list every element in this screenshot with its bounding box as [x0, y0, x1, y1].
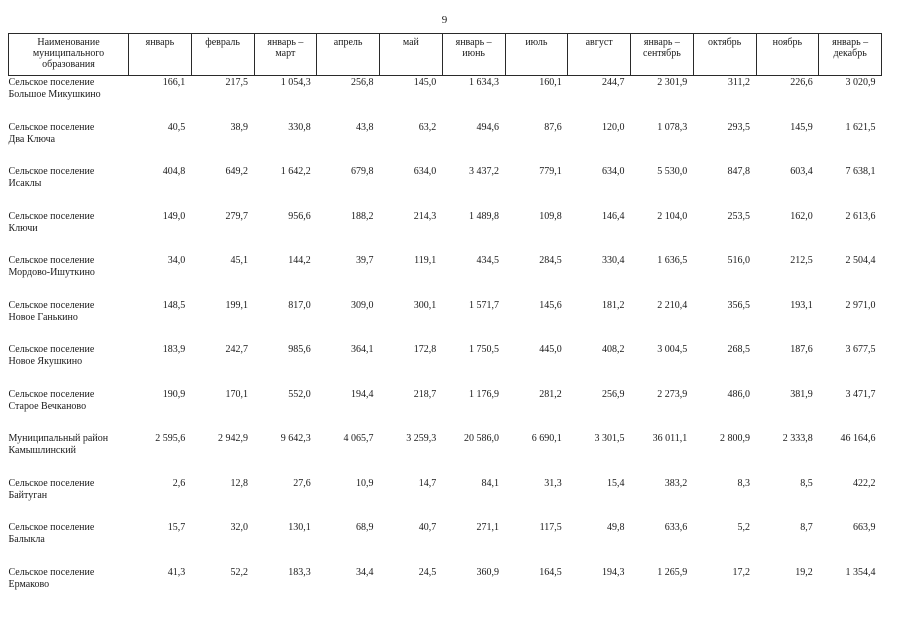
column-header: январь – март	[254, 34, 317, 76]
value-cell: 15,4	[607, 477, 625, 489]
value-cell: 256,8	[351, 77, 374, 88]
value-cell: 5 530,0	[657, 166, 688, 177]
value-cell: 383,2	[664, 477, 688, 489]
value-cell: 194,3	[602, 566, 625, 578]
value-cell: 634,0	[413, 166, 437, 177]
value-cell: 309,0	[351, 299, 374, 311]
value-cell: 27,6	[293, 477, 311, 489]
value-cell: 434,5	[476, 255, 499, 266]
value-cell: 300,1	[413, 299, 437, 311]
value-cell: 217,5	[225, 77, 248, 88]
value-cell: 226,6	[790, 77, 813, 88]
value-cell: 183,9	[162, 344, 186, 355]
municipality-name-cell: Сельское поселение Ключи	[8, 210, 95, 234]
value-cell: 32,0	[230, 522, 248, 533]
municipality-name-cell: Сельское поселение Мордово-Ишуткино	[8, 255, 95, 278]
municipality-name-cell: Сельское поселение Ермаково	[8, 566, 95, 590]
value-cell: 2 210,4	[657, 299, 688, 311]
municipality-name-cell: Сельское поселение Байтуган	[8, 477, 95, 501]
value-cell: 63,2	[418, 121, 437, 133]
column-header: август	[568, 34, 631, 76]
value-cell: 2 800,9	[720, 433, 750, 444]
value-cell: 8,7	[800, 522, 813, 533]
value-cell: 34,4	[356, 566, 374, 578]
value-cell: 160,1	[539, 77, 562, 88]
value-cell: 1 054,3	[280, 77, 311, 88]
value-cell: 170,1	[225, 388, 248, 400]
municipality-name-cell: Сельское поселение Большое Микушкино	[8, 77, 101, 100]
value-cell: 34,0	[167, 255, 186, 266]
column-header-name: Наименование муниципального образования	[9, 34, 129, 76]
value-cell: 149,0	[162, 210, 186, 222]
value-cell: 145,6	[539, 299, 562, 311]
value-cell: 3 471,7	[845, 388, 876, 400]
value-cell: 164,5	[539, 566, 562, 578]
value-cell: 144,2	[288, 255, 311, 266]
value-cell: 408,2	[602, 344, 625, 355]
value-cell: 187,6	[790, 344, 813, 355]
value-cell: 148,5	[162, 299, 186, 311]
value-cell: 2 104,0	[657, 210, 688, 222]
table-row	[9, 521, 882, 566]
value-cell: 649,2	[225, 166, 248, 177]
value-cell: 279,7	[225, 210, 248, 222]
value-cell: 847,8	[727, 166, 750, 177]
value-cell: 603,4	[790, 166, 813, 177]
value-cell: 2 301,9	[657, 77, 688, 88]
value-cell: 12,8	[230, 477, 248, 489]
table-row	[9, 432, 882, 477]
column-header: февраль	[191, 34, 254, 76]
value-cell: 109,8	[539, 210, 562, 222]
value-cell: 40,7	[418, 522, 437, 533]
value-cell: 2 971,0	[845, 299, 876, 311]
value-cell: 1 634,3	[469, 77, 499, 88]
value-cell: 3 020,9	[845, 77, 876, 88]
value-cell: 634,0	[602, 166, 625, 177]
municipality-name-cell: Сельское поселение Два Ключа	[8, 121, 95, 145]
column-header: ноябрь	[756, 34, 819, 76]
value-cell: 87,6	[544, 121, 562, 133]
value-cell: 119,1	[414, 255, 437, 266]
value-cell: 293,5	[727, 121, 750, 133]
value-cell: 145,9	[790, 121, 813, 133]
value-cell: 422,2	[853, 477, 876, 489]
municipality-name-cell: Сельское поселение Новое Ганькино	[8, 299, 95, 323]
value-cell: 1 571,7	[469, 299, 499, 311]
value-cell: 242,7	[225, 344, 248, 355]
page-number: 9	[441, 14, 448, 26]
value-cell: 3 004,5	[657, 344, 688, 355]
table-row	[9, 121, 882, 166]
table-body	[9, 76, 882, 611]
value-cell: 19,2	[795, 566, 813, 578]
value-cell: 1 750,5	[469, 344, 499, 355]
value-cell: 253,5	[727, 210, 750, 222]
value-cell: 120,0	[602, 121, 625, 133]
value-cell: 194,4	[351, 388, 374, 400]
value-cell: 779,1	[539, 166, 562, 177]
municipality-name-cell: Сельское поселение Новое Якушкино	[8, 344, 95, 367]
value-cell: 2 942,9	[218, 433, 248, 444]
value-cell: 38,9	[230, 121, 248, 133]
value-cell: 183,3	[288, 566, 311, 578]
column-header: январь – июнь	[442, 34, 505, 76]
value-cell: 1 642,2	[280, 166, 311, 177]
value-cell: 10,9	[356, 477, 374, 489]
value-cell: 52,2	[230, 566, 248, 578]
value-cell: 14,7	[418, 477, 437, 489]
value-cell: 172,8	[413, 344, 437, 355]
value-cell: 199,1	[225, 299, 248, 311]
value-cell: 494,6	[476, 121, 499, 133]
value-cell: 284,5	[539, 255, 562, 266]
table-row	[9, 388, 882, 433]
value-cell: 5,2	[737, 522, 750, 533]
value-cell: 181,2	[602, 299, 625, 311]
value-cell: 146,4	[602, 210, 625, 222]
value-cell: 817,0	[288, 299, 311, 311]
value-cell: 663,9	[853, 522, 876, 533]
value-cell: 356,5	[727, 299, 750, 311]
value-cell: 49,8	[607, 522, 625, 533]
column-header: январь – декабрь	[819, 34, 882, 76]
table-row	[9, 343, 882, 388]
table-row	[9, 254, 882, 299]
municipality-name-cell: Сельское поселение Исаклы	[8, 166, 95, 189]
value-cell: 162,0	[790, 210, 813, 222]
value-cell: 1 621,5	[845, 121, 876, 133]
value-cell: 256,9	[602, 388, 625, 400]
value-cell: 218,7	[413, 388, 437, 400]
value-cell: 31,3	[544, 477, 562, 489]
value-cell: 3 437,2	[469, 166, 499, 177]
value-cell: 1 636,5	[657, 255, 688, 266]
value-cell: 8,5	[800, 477, 813, 489]
value-cell: 360,9	[476, 566, 499, 578]
value-cell: 516,0	[727, 255, 750, 266]
value-cell: 15,7	[167, 522, 186, 533]
value-cell: 145,0	[413, 77, 437, 88]
table-header	[9, 34, 882, 76]
value-cell: 311,2	[727, 77, 750, 88]
value-cell: 43,8	[356, 121, 374, 133]
value-cell: 1 176,9	[469, 388, 499, 400]
value-cell: 212,5	[790, 255, 813, 266]
value-cell: 486,0	[727, 388, 750, 400]
table-row	[9, 299, 882, 344]
value-cell: 39,7	[356, 255, 374, 266]
value-cell: 268,5	[727, 344, 750, 355]
value-cell: 84,1	[481, 477, 499, 489]
value-cell: 1 078,3	[657, 121, 688, 133]
value-cell: 2 504,4	[845, 255, 876, 266]
column-header: октябрь	[693, 34, 756, 76]
value-cell: 190,9	[162, 388, 186, 400]
value-cell: 68,9	[356, 522, 374, 533]
value-cell: 271,1	[476, 522, 499, 533]
value-cell: 166,1	[162, 77, 186, 88]
value-cell: 193,1	[790, 299, 813, 311]
municipality-name-cell: Сельское поселение Балыкла	[8, 522, 95, 545]
value-cell: 330,8	[288, 121, 311, 133]
column-header: июль	[505, 34, 568, 76]
value-cell: 6 690,1	[531, 433, 562, 444]
value-cell: 8,3	[737, 477, 750, 489]
value-cell: 117,5	[539, 522, 562, 533]
value-cell: 281,2	[539, 388, 562, 400]
value-cell: 7 638,1	[845, 166, 876, 177]
value-cell: 24,5	[418, 566, 437, 578]
value-cell: 2,6	[172, 477, 186, 489]
value-cell: 17,2	[732, 566, 750, 578]
value-cell: 330,4	[602, 255, 625, 266]
value-cell: 679,8	[351, 166, 374, 177]
value-cell: 956,6	[288, 210, 311, 222]
value-cell: 2 613,6	[845, 210, 876, 222]
value-cell: 381,9	[790, 388, 813, 400]
value-cell: 4 065,7	[343, 433, 374, 444]
table-row	[9, 210, 882, 255]
column-header: май	[380, 34, 443, 76]
value-cell: 41,3	[167, 566, 186, 578]
table-row	[9, 566, 882, 611]
data-table	[8, 33, 882, 610]
value-cell: 1 354,4	[845, 566, 876, 578]
value-cell: 20 586,0	[464, 433, 499, 444]
value-cell: 2 595,6	[155, 433, 186, 444]
value-cell: 1 265,9	[657, 566, 688, 578]
value-cell: 188,2	[351, 210, 374, 222]
table-row	[9, 165, 882, 210]
value-cell: 1 489,8	[469, 210, 499, 222]
value-cell: 633,6	[664, 522, 688, 533]
value-cell: 404,8	[162, 166, 186, 177]
value-cell: 552,0	[288, 388, 311, 400]
value-cell: 445,0	[539, 344, 562, 355]
value-cell: 244,7	[602, 77, 625, 88]
value-cell: 214,3	[413, 210, 437, 222]
value-cell: 130,1	[288, 522, 311, 533]
value-cell: 3 259,3	[406, 433, 437, 444]
value-cell: 3 677,5	[845, 344, 876, 355]
municipality-name-cell: Сельское поселение Старое Вечканово	[8, 388, 95, 412]
table-row	[9, 76, 882, 121]
column-header: январь	[129, 34, 192, 76]
table-row	[9, 477, 882, 522]
value-cell: 40,5	[167, 121, 186, 133]
header-row	[9, 34, 882, 76]
value-cell: 2 273,9	[657, 388, 688, 400]
value-cell: 36 011,1	[652, 433, 688, 444]
value-cell: 9 642,3	[280, 433, 311, 444]
column-header: апрель	[317, 34, 380, 76]
municipality-name-cell: Муниципальный район Камышлинский	[8, 433, 109, 456]
value-cell: 364,1	[351, 344, 374, 355]
column-header: январь – сентябрь	[631, 34, 694, 76]
value-cell: 2 333,8	[782, 433, 813, 444]
value-cell: 985,6	[288, 344, 311, 355]
value-cell: 3 301,5	[594, 433, 625, 444]
value-cell: 45,1	[230, 255, 248, 266]
value-cell: 46 164,6	[840, 433, 876, 444]
